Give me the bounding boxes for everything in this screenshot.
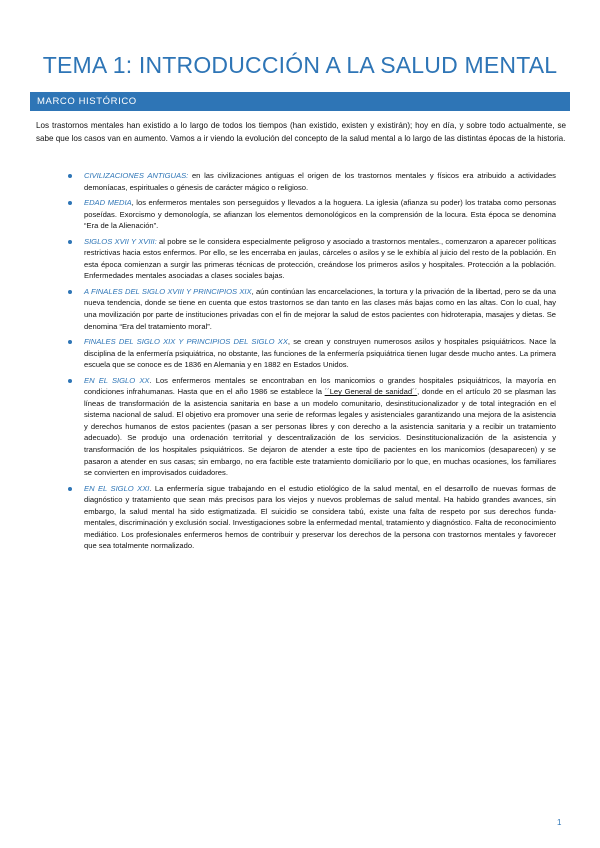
- item-label: EN EL SIGLO XXI: [84, 483, 150, 493]
- item-label: CIVILIZACIONES ANTIGUAS:: [84, 171, 189, 180]
- intro-paragraph: Los trastornos mentales han existido a lo largo de todos los tiempos (han existido, existen y existirán); hoy en día, y sobre todo actualmente, se sabe que los casos van en aumento. Vamos a ir viendo la evolución del concepto de la salud mental a lo largo de las distintas épocas de la historia.: [36, 121, 566, 143]
- item-text-continued: , donde en el artículo 20 se plasman las líneas de transformación de la asistencia sanitaria en base a un modelo comunitario, desinstitucionalizador y de total integración en el sistema nacional de salud. El objetivo era promover una serie de reformas legales y asistenciales garantizando una mejora de la asistencia y derechos humanos de estos pacientes (pasan a ser personas libres y con derecho a la asistencia sanitaria y a recibir un tratamiento adecuado). Se produjo una ordenación territorial y descentralización de los servicios. Desinstitucionalización de la asistencia y transformación de los hospitales psiquiátricos. Se dejaron de atender a este tipo de pacientes en los manicomios (desaparecen) y se pasaron a atender en sus casas; sin embargo, no era factible este tratamiento domiciliario por lo que, en muchas ocasiones, los familiares se convierten en improvisados cuidadores.: [84, 387, 556, 478]
- list-item: [84, 197, 556, 232]
- item-label: FINALES DEL SIGLO XIX Y PRINCIPIOS DEL SIGLO XX: [84, 337, 288, 347]
- history-list: [84, 170, 556, 556]
- list-item: [84, 375, 556, 479]
- item-text: , aún continúan las encarcelaciones, la tortura y la privación de la libertad, pero se da una nueva tendencia, donde se tiene en cuenta que estos trastornos se dan tanto en las clases más bajas como en las altas. Con lo cual, hay una movilización por parte de instituciones privadas con el fin de mejorar la salud de estos pacientes con hidroterapia, masajes y dietas. Se denomina “Era del tratamiento moral”.: [84, 286, 556, 331]
- list-item: [84, 483, 556, 552]
- item-text: , se crean y construyen numerosos asilos y hospitales psiquiátricos. Nace la disciplina de la enfermería psiquiátrica, no obstante, las funciones de la enfermería psiquiátrica tienen lugar desde mucho antes. La primera escuela que se conoce es de 1836 en Alemania y en 1882 en Estados Unidos.: [84, 337, 557, 370]
- item-text: en las civilizaciones antiguas el origen de los trastornos mentales y físicos era atribuido a actividades demoníacas, espirituales o génesis de carácter mágico o religioso.: [84, 171, 556, 192]
- item-text: . La enfermería sigue trabajando en el estudio etiológico de la salud mental, en el desarrollo de nuevas formas de diagnóstico y tratamiento que sean más precisos para los viejos y nuevos problemas de salud mental. Ha habido grandes avances, sin embargo, la salud mental ha sido estigmatizada. El suicidio se considera tabú, existe una falta de respeto por sus derechos funda- mentales, discriminación y exclusión social. Investigaciones sobre la enfermedad mental, tratamiento y diagnóstico. Falta de reconocimiento mediático. Los profesionales enfermeros hemos de contribuir y preservar los derechos de la persona con trastornos mentales y favorecer que sea totalmente normalizado.: [84, 483, 556, 551]
- list-item: [84, 236, 556, 282]
- item-label: SIGLOS XVII Y XVIII:: [84, 236, 157, 246]
- item-text: . Los enfermeros mentales se encontraban en los manicomios o grandes hospitales psiquiátricos, la mayoría en condiciones infrahumanas. Hasta que en el año 1986 se establece la: [84, 375, 557, 397]
- item-label: EDAD MEDIA: [84, 198, 132, 208]
- item-text: , los enfermeros mentales son perseguidos y llevados a la hoguera. La iglesia (afianza su poder) los trataba como personas poseídas. Exorcismo y demonología, se afianzan los elementos demonológicos en la comprensión de la locura. Esta época se denomina “Era de la Alienación”.: [84, 198, 556, 231]
- item-text: al pobre se le considera especialmente peligroso y asociado a trastornos mentales., comenzaron a aparecer políticas restrictivas hacia estos enfermos. Por ello, se les encerraba en jaulas, cárceles o asilos y se le exhibía al juicio del resto de la población. En esta época comienzan a surgir las primeras técnicas de protección, creándose los primeros asilos y hospitales. Protección a la población. Enfermedades mentales asociadas a clases sociales bajas.: [84, 236, 556, 281]
- page-number: 1: [557, 818, 562, 827]
- list-item: [84, 336, 556, 371]
- page-title: TEMA 1: INTRODUCCIÓN A LA SALUD MENTAL: [42, 52, 558, 78]
- item-label: A FINALES DEL SIGLO XVIII Y PRINCIPIOS XIX: [84, 286, 252, 296]
- section-header: MARCO HISTÓRICO: [30, 92, 570, 111]
- law-reference: ´´Ley General de sanidad´´: [324, 387, 418, 397]
- list-item: [84, 286, 556, 332]
- item-label: EN EL SIGLO XX: [84, 375, 150, 385]
- list-item: [84, 170, 556, 193]
